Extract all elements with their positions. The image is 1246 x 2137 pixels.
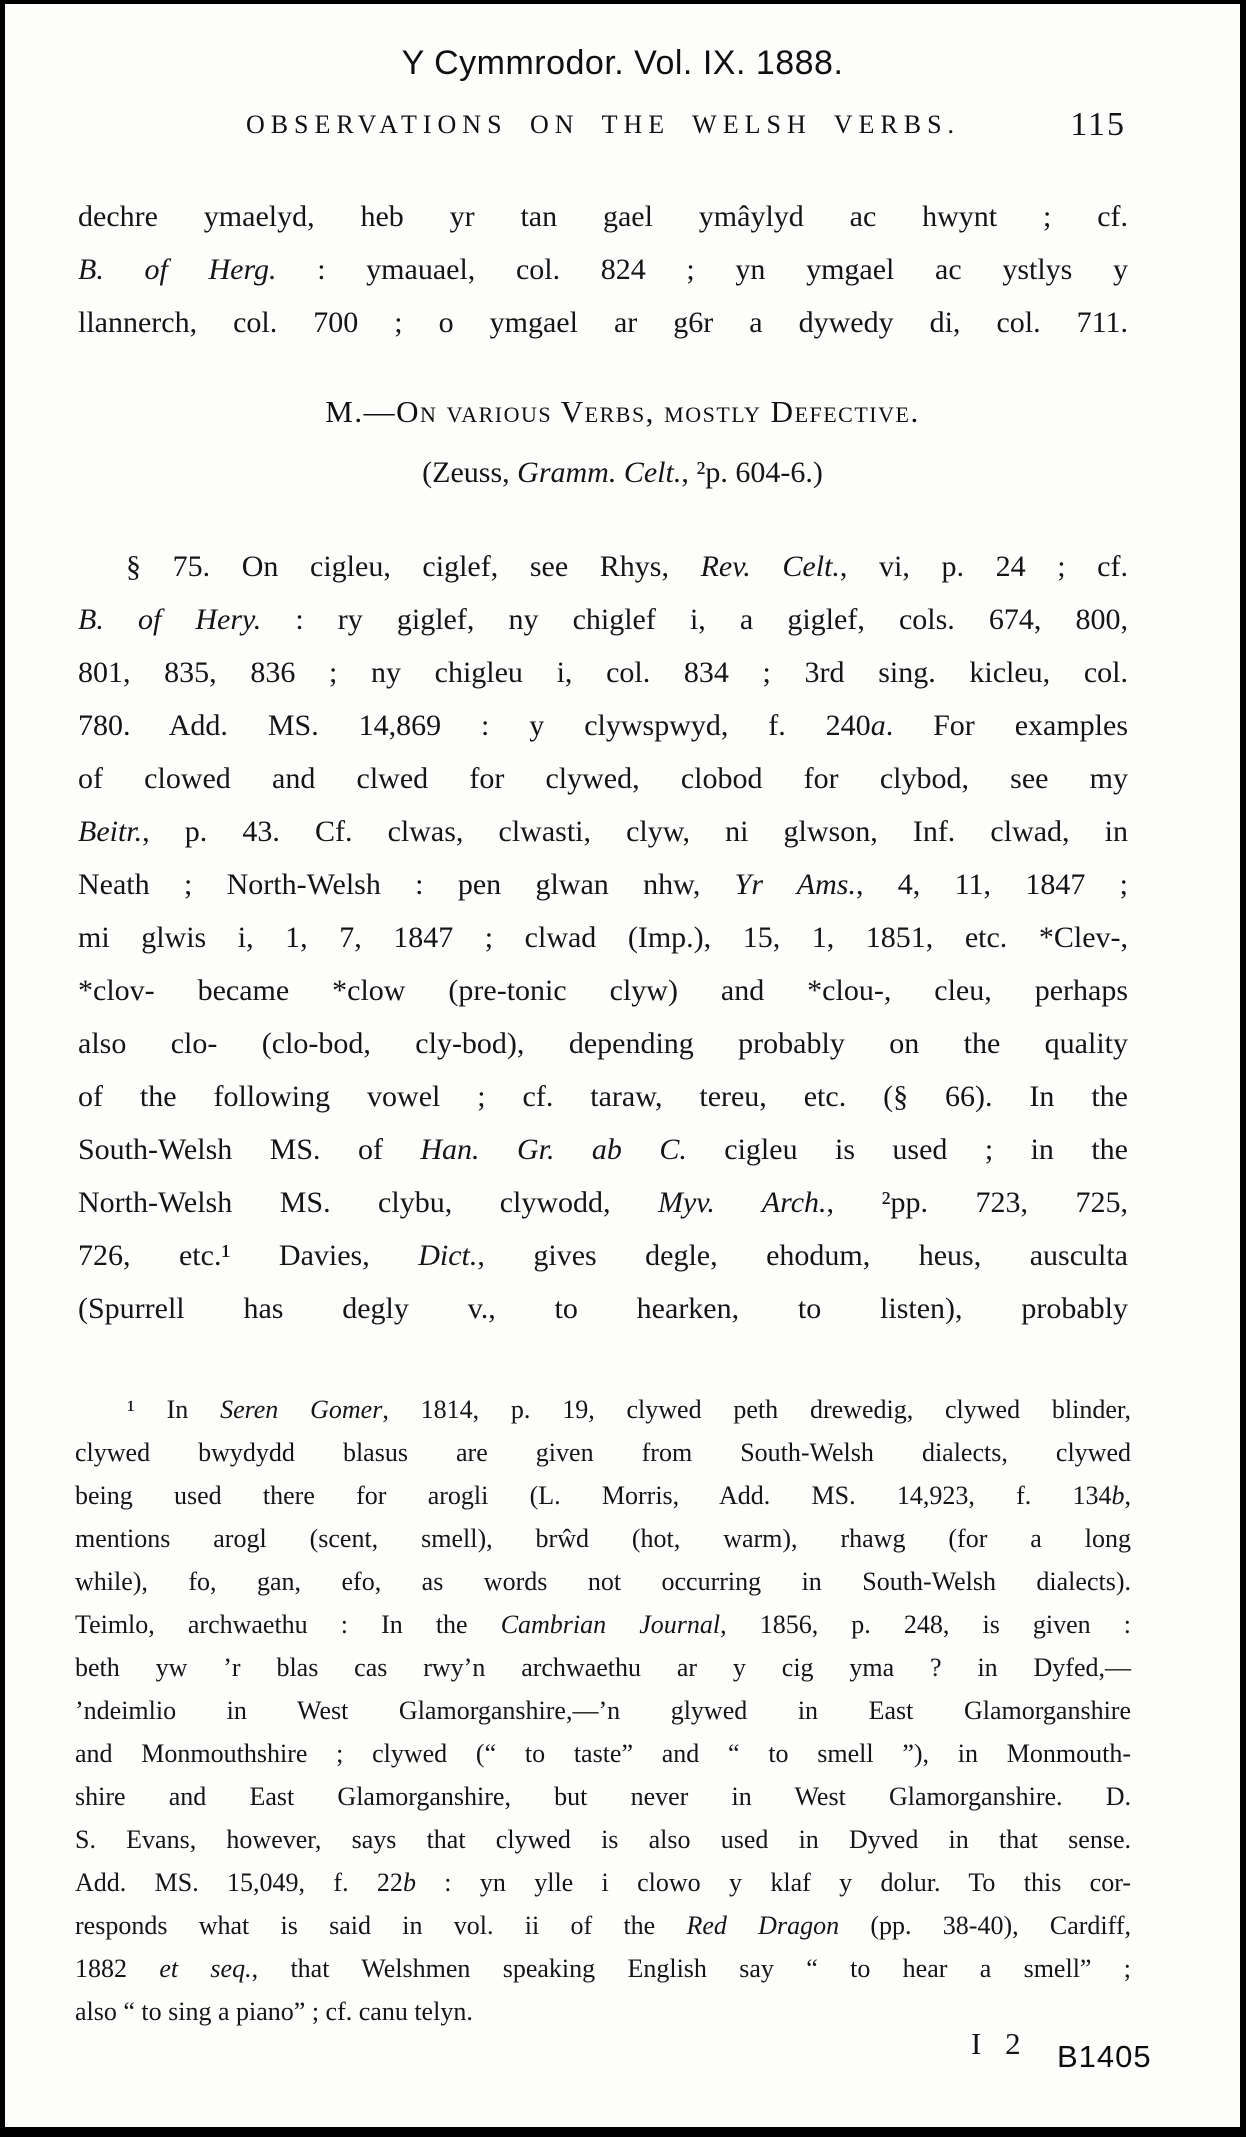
- text-line: 1882 et seq., that Welshmen speaking English say “ to hear a smell” ;: [75, 1954, 1132, 1983]
- section-source-citation: (Zeuss, Gramm. Celt., ²p. 604-6.): [422, 456, 823, 489]
- text-line: Beitr., p. 43. Cf. clwas, clwasti, clyw, ni glwson, Inf. clwad, in: [78, 815, 1128, 848]
- running-header: [78, 106, 1128, 150]
- text-line: S. Evans, however, says that clywed is also used in Dyved in that sense.: [75, 1825, 1131, 1854]
- page-number: 115: [1070, 106, 1126, 143]
- text-line: clywed bwydydd blasus are given from South-Welsh dialects, clywed: [75, 1438, 1131, 1467]
- signature-mark: I 2: [971, 2026, 1029, 2061]
- book-page: [5, 4, 1240, 2127]
- text-line: B. of Herg. : ymauael, col. 824 ; yn ymgael ac ystlys y: [78, 253, 1129, 286]
- text-line: of clowed and clwed for clywed, clobod for clybod, see my: [78, 762, 1128, 795]
- text-line: dechre ymaelyd, heb yr tan gael ymâylyd ac hwynt ; cf.: [78, 200, 1128, 233]
- text-line: ¹ In Seren Gomer, 1814, p. 19, clywed peth drewedig, clywed blinder,: [127, 1395, 1131, 1424]
- text-line: beth yw ’r blas cas rwy’n archwaethu ar y cig yma ? in Dyfed,—: [75, 1653, 1131, 1682]
- text-line: llannerch, col. 700 ; o ymgael ar g6r a dywedy di, col. 711.: [78, 306, 1128, 339]
- footnote-block: [75, 1388, 1131, 2033]
- text-line: also clo- (clo-bod, cly-bod), depending probably on the quality: [78, 1027, 1128, 1060]
- stamp-number: B1405: [1057, 2039, 1152, 2074]
- text-line: Add. MS. 15,049, f. 22b : yn ylle i clowo y klaf y dolur. To this cor-: [75, 1868, 1132, 1897]
- text-line: mi glwis i, 1, 7, 1847 ; clwad (Imp.), 15, 1, 1851, etc. *Clev-,: [78, 921, 1128, 954]
- text-line: 801, 835, 836 ; ny chigleu i, col. 834 ; 3rd sing. kicleu, col.: [78, 656, 1128, 689]
- text-line: 726, etc.¹ Davies, Dict., gives degle, ehodum, heus, ausculta: [78, 1239, 1128, 1272]
- text-line: *clov- became *clow (pre-tonic clyw) and *clou-, cleu, perhaps: [78, 974, 1128, 1007]
- volume-header: Y Cymmrodor. Vol. IX. 1888.: [401, 44, 844, 82]
- text-line: and Monmouthshire ; clywed (“ to taste” and “ to smell ”), in Monmouth-: [75, 1739, 1131, 1768]
- text-line: also “ to sing a piano” ; cf. canu telyn.: [75, 1997, 473, 2026]
- text-line: ’ndeimlio in West Glamorganshire,—’n glywed in East Glamorganshire: [75, 1696, 1131, 1725]
- text-line: being used there for arogli (L. Morris, Add. MS. 14,923, f. 134b,: [75, 1481, 1131, 1510]
- text-line: while), fo, gan, efo, as words not occurring in South-Welsh dialects).: [75, 1567, 1131, 1596]
- text-line: (Spurrell has degly v., to hearken, to listen), probably: [78, 1292, 1128, 1325]
- text-line: Neath ; North-Welsh : pen glwan nhw, Yr Ams., 4, 11, 1847 ;: [78, 868, 1128, 901]
- text-line: 780. Add. MS. 14,869 : y clywspwyd, f. 240a. For examples: [78, 709, 1128, 742]
- running-title: OBSERVATIONS ON THE WELSH VERBS.: [245, 110, 961, 139]
- text-line: mentions arogl (scent, smell), brŵd (hot, warm), rhawg (for a long: [75, 1524, 1131, 1553]
- text-line: of the following vowel ; cf. taraw, tereu, etc. (§ 66). In the: [78, 1080, 1128, 1113]
- text-line: B. of Hery. : ry giglef, ny chiglef i, a giglef, cols. 674, 800,: [78, 603, 1128, 636]
- text-line: Teimlo, archwaethu : In the Cambrian Journal, 1856, p. 248, is given :: [75, 1610, 1131, 1639]
- text-line: South-Welsh MS. of Han. Gr. ab C. cigleu is used ; in the: [78, 1133, 1128, 1166]
- text-line: North-Welsh MS. clybu, clywodd, Myv. Arch., ²pp. 723, 725,: [78, 1186, 1128, 1219]
- body-paragraph: [78, 540, 1128, 1335]
- text-line: § 75. On cigleu, ciglef, see Rhys, Rev. Celt., vi, p. 24 ; cf.: [126, 550, 1128, 583]
- section-heading: M.—On various Verbs, mostly Defective.: [325, 394, 920, 429]
- opening-paragraph: [78, 190, 1128, 349]
- text-line: shire and East Glamorganshire, but never in West Glamorganshire. D.: [75, 1782, 1131, 1811]
- text-line: responds what is said in vol. ii of the Red Dragon (pp. 38-40), Cardiff,: [75, 1911, 1131, 1940]
